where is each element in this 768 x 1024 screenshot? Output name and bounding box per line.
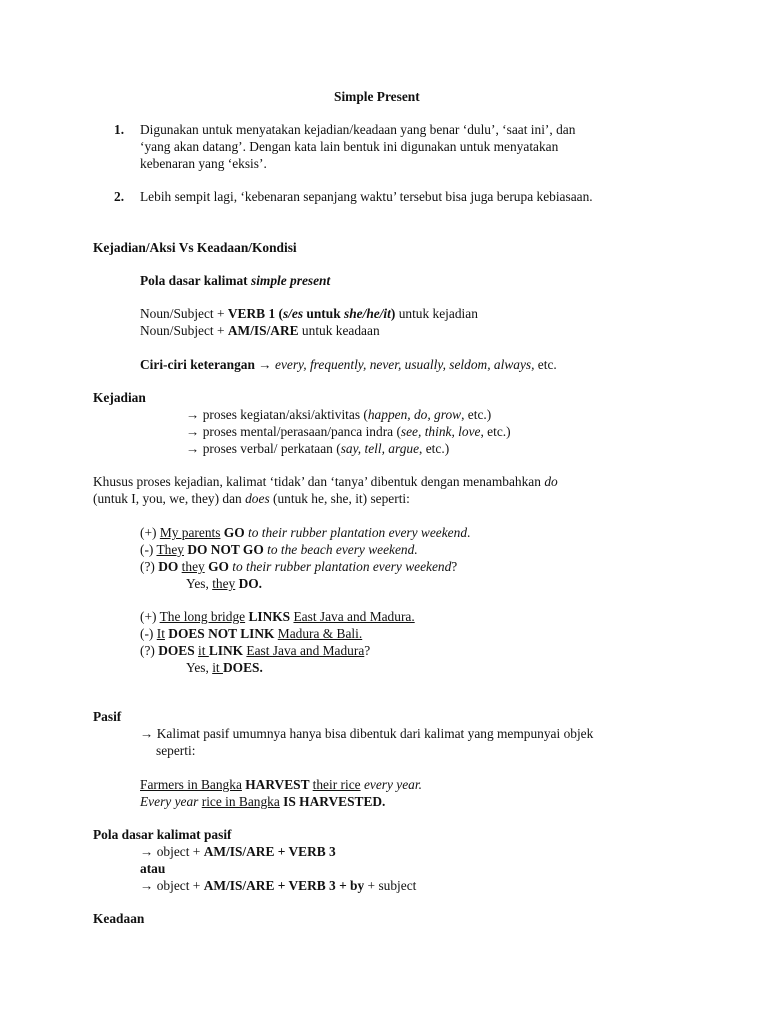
adverb: every year.: [360, 777, 422, 792]
subject: The long bridge: [159, 609, 246, 624]
list-item-1-line-3: kebenaran yang ‘eksis’.: [140, 156, 267, 171]
list-item-2-line-1: Lebih sempit lagi, ‘kebenaran sepanjang waktu’ tersebut bisa juga berupa kebiasaan.: [140, 189, 593, 204]
subject: Farmers in Bangka: [140, 777, 242, 792]
subject: My parents: [159, 525, 221, 540]
sign: (?): [140, 559, 159, 574]
formula-verb: AM/IS/ARE + VERB 3 + by: [203, 878, 365, 893]
formula-keadaan-subject: Noun/Subject +: [140, 323, 228, 338]
kejadian-item-3-post: , etc.): [419, 441, 450, 456]
object: Madura & Bali.: [277, 626, 363, 641]
complement: to their rubber plantation every weekend: [228, 559, 452, 574]
example-1-positive: [140, 525, 470, 541]
ciri-words: every, frequently, never, usually, seldom, always,: [275, 357, 535, 372]
subject: it: [212, 660, 223, 675]
example-1-negative: [140, 542, 418, 558]
pola-pasif-heading: Pola dasar kalimat pasif: [93, 827, 232, 842]
pola-pasif-formula-1: [140, 844, 336, 860]
pola-pasif-atau: atau: [140, 861, 166, 876]
kejadian-item-2-pre: → proses mental/perasaan/panca indra (: [186, 424, 401, 439]
formula-keadaan: [140, 323, 380, 339]
verb: LINK: [208, 643, 247, 658]
answer-verb: DO.: [235, 576, 263, 591]
subject: rice in Bangka: [201, 794, 280, 809]
auxiliary: DO: [158, 559, 182, 574]
pasif-example-active: [140, 777, 422, 793]
list-item-1-line-2: ‘yang akan datang’. Dengan kata lain bentuk ini digunakan untuk menyatakan: [140, 139, 559, 154]
formula-kejadian-pronouns: she/he/it: [344, 306, 391, 321]
sign: (-): [140, 542, 157, 557]
verb: GO: [204, 559, 229, 574]
object: East Java and Madura: [246, 643, 365, 658]
answer-yes: Yes,: [186, 576, 213, 591]
example-1-question: [140, 559, 457, 575]
kejadian-item-2: [186, 424, 511, 440]
complement: to the beach every weekend.: [263, 542, 418, 557]
kejadian-item-2-post: , etc.): [480, 424, 511, 439]
ciri-etc: etc.: [534, 357, 557, 372]
kejadian-item-1-pre: → proses kegiatan/aksi/aktivitas (: [186, 407, 368, 422]
kejadian-item-2-examples: see, think, love: [400, 424, 481, 439]
kejadian-item-3: [186, 441, 449, 457]
example-2-negative: [140, 626, 362, 642]
ciri-arrow: →: [254, 357, 275, 372]
list-item-1-line-1: Digunakan untuk menyatakan kejadian/keadaan yang benar ‘dulu’, ‘saat ini’, dan: [140, 122, 576, 137]
sign: (+): [140, 609, 160, 624]
pola-dasar-label: Pola dasar kalimat: [140, 273, 251, 288]
verb: HARVEST: [241, 777, 313, 792]
khusus-line-2-b: (untuk he, she, it) seperti:: [269, 491, 410, 506]
kejadian-item-1-post: , etc.): [461, 407, 492, 422]
khusus-do: do: [544, 474, 558, 489]
verb: DO NOT GO: [184, 542, 264, 557]
formula-object: → object +: [140, 844, 204, 859]
kejadian-item-3-pre: → proses verbal/ perkataan (: [186, 441, 341, 456]
khusus-line-2-a: (untuk I, you, we, they) dan: [93, 491, 246, 506]
subject: they: [212, 576, 236, 591]
example-1-answer: [186, 576, 262, 592]
keadaan-heading: Keadaan: [93, 911, 145, 926]
verb: DOES NOT LINK: [164, 626, 278, 641]
object: East Java and Madura.: [293, 609, 415, 624]
kejadian-item-1-examples: happen, do, grow: [367, 407, 462, 422]
subject: they: [181, 559, 205, 574]
kejadian-heading: Kejadian: [93, 390, 146, 405]
ciri-keterangan: [140, 357, 557, 373]
formula-verb: AM/IS/ARE + VERB 3: [203, 844, 336, 859]
kejadian-item-3-examples: say, tell, argue: [340, 441, 420, 456]
answer-verb: DOES.: [222, 660, 263, 675]
subject: It: [156, 626, 165, 641]
pasif-line-1: → Kalimat pasif umumnya hanya bisa dibentuk dari kalimat yang mempunyai objek: [140, 726, 594, 741]
sign: (?): [140, 643, 159, 658]
ciri-label: Ciri-ciri keterangan: [140, 357, 255, 372]
khusus-does: does: [245, 491, 270, 506]
adverb: Every year: [140, 794, 199, 809]
formula-kejadian-paren: ): [390, 306, 396, 321]
list-number-2: 2.: [114, 189, 125, 204]
khusus-line-1: [93, 474, 558, 490]
formula-kejadian-subject: Noun/Subject +: [140, 306, 228, 321]
auxiliary: DOES: [158, 643, 199, 658]
pola-dasar-heading: [140, 273, 330, 289]
subject: They: [156, 542, 184, 557]
formula-kejadian-untuk: untuk: [303, 306, 344, 321]
verb: IS HARVESTED.: [279, 794, 386, 809]
formula-kejadian-ses: s/es: [282, 306, 304, 321]
example-2-question: [140, 643, 370, 659]
formula-kejadian-verb: VERB 1 (: [227, 306, 283, 321]
pasif-line-2: seperti:: [156, 743, 196, 758]
pasif-heading: Pasif: [93, 709, 122, 724]
page-title: Simple Present: [334, 89, 420, 104]
formula-kejadian-tail: untuk kejadian: [395, 306, 478, 321]
section-heading-kejadian-vs-keadaan: Kejadian/Aksi Vs Keadaan/Kondisi: [93, 240, 297, 255]
verb: GO: [220, 525, 245, 540]
complement: to their rubber plantation every weekend: [244, 525, 468, 540]
khusus-line-2: [93, 491, 410, 507]
formula-subject: + subject: [364, 878, 417, 893]
example-2-positive: [140, 609, 415, 625]
kejadian-item-1: [186, 407, 491, 423]
answer-yes: Yes,: [186, 660, 213, 675]
formula-keadaan-tail: untuk keadaan: [298, 323, 380, 338]
pola-dasar-italic: simple present: [250, 273, 331, 288]
object: their rice: [312, 777, 361, 792]
verb: LINKS: [245, 609, 294, 624]
example-2-answer: [186, 660, 263, 676]
formula-kejadian: [140, 306, 478, 322]
pasif-example-passive: [140, 794, 385, 810]
punct: .: [467, 525, 471, 540]
subject: it: [198, 643, 209, 658]
formula-keadaan-verb: AM/IS/ARE: [227, 323, 299, 338]
pola-pasif-formula-2: [140, 878, 416, 894]
sign: (-): [140, 626, 157, 641]
sign: (+): [140, 525, 160, 540]
formula-object: → object +: [140, 878, 204, 893]
khusus-line-1-text: Khusus proses kejadian, kalimat ‘tidak’ dan ‘tanya’ dibentuk dengan menambahkan: [93, 474, 545, 489]
punct: ?: [451, 559, 458, 574]
punct: ?: [364, 643, 371, 658]
list-number-1: 1.: [114, 122, 125, 137]
